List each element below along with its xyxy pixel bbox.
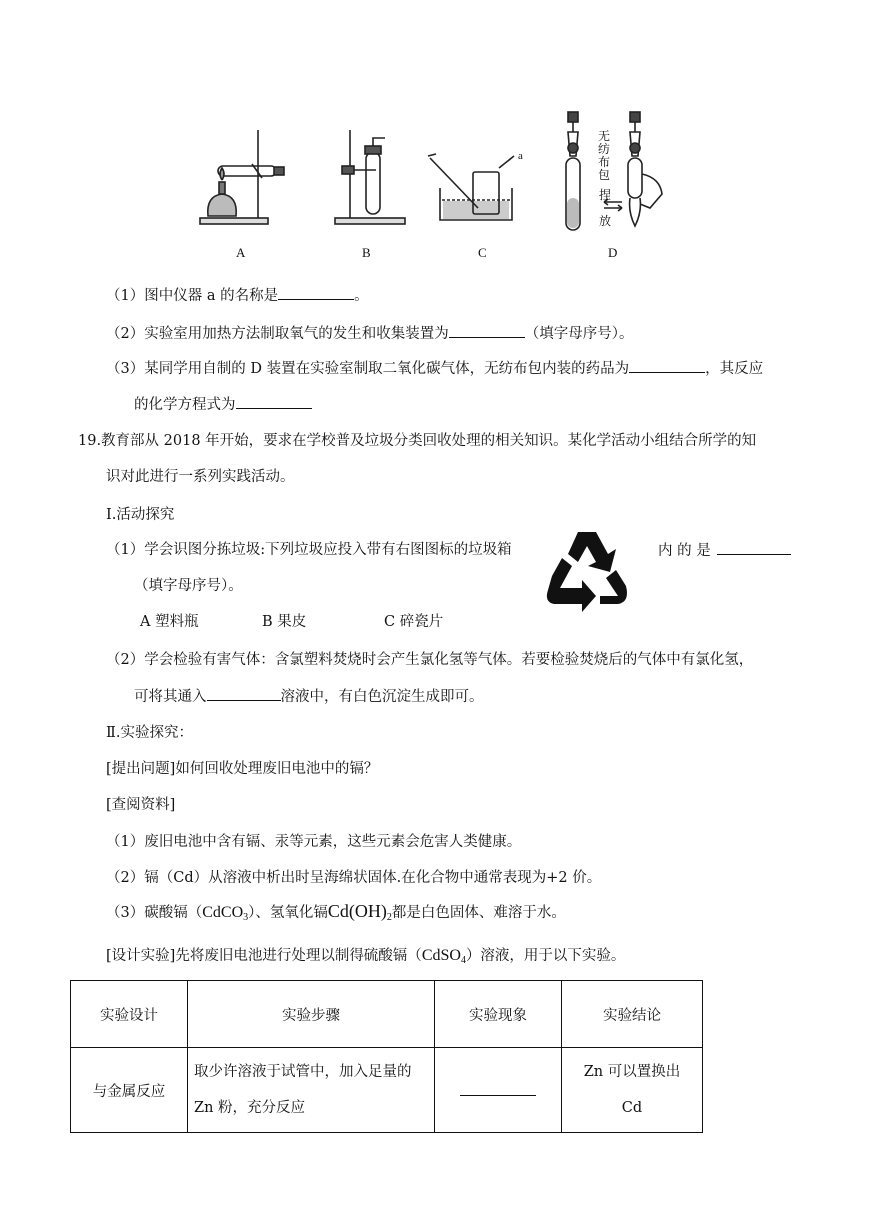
experiment-table: [70, 980, 703, 1133]
q19-info-3: [106, 901, 566, 928]
cell-conclusion: [562, 1048, 703, 1133]
q19-design-prefix: [设计实验]先将废旧电池进行处理以制得硫酸镉（: [106, 948, 422, 964]
q18-part2-blank[interactable]: [449, 323, 525, 338]
q18-part2-suffix: （填字母序号）。: [524, 326, 634, 342]
q18-part1-blank[interactable]: [278, 285, 354, 300]
q18-part3: [106, 358, 763, 379]
q19-intro-line1: 19.教育部从 2018 年开始，要求在学校普及垃圾分类回收处理的相关知识。某化学活动小组结合所学的知: [78, 433, 757, 449]
q19-info3-mid: ）、氢氧化镉: [248, 905, 328, 921]
q19-info-title: [查阅资料]: [106, 797, 176, 813]
q18-part1-suffix: 。: [354, 288, 369, 304]
q19-info-2: （2）镉（Cd）从溶液中析出时呈海绵状固体.在化合物中通常表现为+2 价。: [106, 870, 602, 886]
q19-item1-blank[interactable]: [717, 540, 791, 555]
apparatus-c-marker: a: [518, 150, 523, 162]
q18-part3-line2: [134, 394, 312, 415]
cell-conclusion-line1: Zn 可以置换出: [583, 1064, 681, 1080]
q18-part2-prefix: （2）实验室用加热方法制取氧气的发生和收集装置为: [106, 326, 449, 342]
q19-item2-line2: [134, 686, 484, 707]
cdoh2-formula: $Cd(OH)_2$: [327, 901, 392, 923]
q19-options: [140, 612, 443, 632]
q19-item2-suffix: 溶液中，有白色沉淀生成即可。: [280, 689, 484, 705]
apparatus-d-release-label: 放: [599, 214, 612, 228]
apparatus-d-bag-label: 无纺布包: [598, 129, 611, 182]
cdco3-formula: CdCO$_3$: [202, 904, 249, 923]
phenomenon-blank[interactable]: [460, 1081, 536, 1096]
q18-part3-blank[interactable]: [629, 358, 705, 373]
cdso4-formula: CdSO$_4$: [421, 947, 466, 966]
q19-option-c[interactable]: C 碎瓷片: [384, 614, 444, 630]
q19-question: [提出问题]如何回收处理废旧电池中的镉？: [106, 761, 379, 777]
apparatus-c-drawing: [428, 154, 514, 220]
apparatus-label-c: C: [478, 245, 487, 260]
header-design: 实验设计: [71, 981, 188, 1048]
q19-item1-line2: （填字母序号）。: [134, 578, 243, 594]
q18-equation-blank[interactable]: [236, 394, 312, 409]
q19-item2-prefix: 可将其通入: [134, 689, 207, 705]
q19-option-b[interactable]: B 果皮: [262, 614, 307, 630]
header-steps: 实验步骤: [188, 981, 435, 1048]
apparatus-label-d: D: [608, 245, 618, 260]
q19-design: [106, 946, 625, 971]
q19-item1-mid: 内 的 是: [658, 543, 711, 559]
q19-intro-line2: 识对此进行一系列实践活动。: [106, 469, 295, 485]
q19-item1: [106, 540, 512, 560]
table-row: [71, 1048, 703, 1133]
apparatus-label-a: A: [236, 245, 246, 260]
cell-design: 与金属反应: [71, 1048, 188, 1133]
q19-info3-prefix: （3）碳酸镉（: [106, 905, 203, 921]
q19-design-suffix: ）溶液，用于以下实验。: [465, 948, 626, 964]
cell-phenomenon: [435, 1048, 562, 1133]
header-phenomenon: 实验现象: [435, 981, 562, 1048]
q18-part1-prefix: （1）图中仪器 a 的名称是: [106, 288, 279, 304]
q18-part3-prefix: （3）某同学用自制的 D 装置在实验室制取二氧化碳气体，无纺布包内装的药品为: [106, 361, 630, 377]
recycle-icon: [538, 524, 636, 618]
apparatus-b-drawing: [335, 130, 405, 224]
q18-part1: [106, 285, 369, 306]
q19-option-a[interactable]: A 塑料瓶: [140, 614, 199, 630]
q18-part2: [106, 323, 633, 344]
q19-item1-prefix: （1）学会识图分拣垃圾:下列垃圾应投入带有右图图标的垃圾箱: [106, 542, 512, 558]
q19-item1-right: [658, 540, 791, 561]
q19-item2-blank[interactable]: [207, 686, 281, 701]
apparatus-label-b: B: [362, 245, 371, 260]
q18-part3-line2-text: 的化学方程式为: [134, 397, 236, 413]
q19-info3-suffix: 都是白色固体、难溶于水。: [391, 905, 566, 921]
header-conclusion: 实验结论: [562, 981, 703, 1048]
q19-section1-title: I.活动探究: [106, 507, 175, 523]
q18-part3-suffix: ，其反应: [705, 361, 764, 377]
q19-info-1: （1）废旧电池中含有镉、汞等元素，这些元素会危害人类健康。: [106, 834, 522, 850]
q19-item2-line1: （2）学会检验有害气体：含氯塑料焚烧时会产生氯化氢等气体。若要检验焚烧后的气体中有氯化氢，: [106, 652, 754, 668]
cell-steps: [188, 1048, 435, 1133]
cell-steps-line2: Zn 粉，充分反应: [194, 1100, 306, 1116]
table-header-row: [71, 981, 703, 1048]
q19-section2-title: Ⅱ.实验探究：: [106, 725, 193, 741]
apparatus-a-drawing: [200, 130, 284, 224]
apparatus-d-squeeze-label: 捏: [599, 188, 612, 202]
cell-steps-line1: 取少许溶液于试管中，加入足量的: [194, 1064, 412, 1080]
apparatus-d-drawing: [566, 112, 662, 230]
cell-conclusion-line2: Cd: [621, 1100, 643, 1116]
